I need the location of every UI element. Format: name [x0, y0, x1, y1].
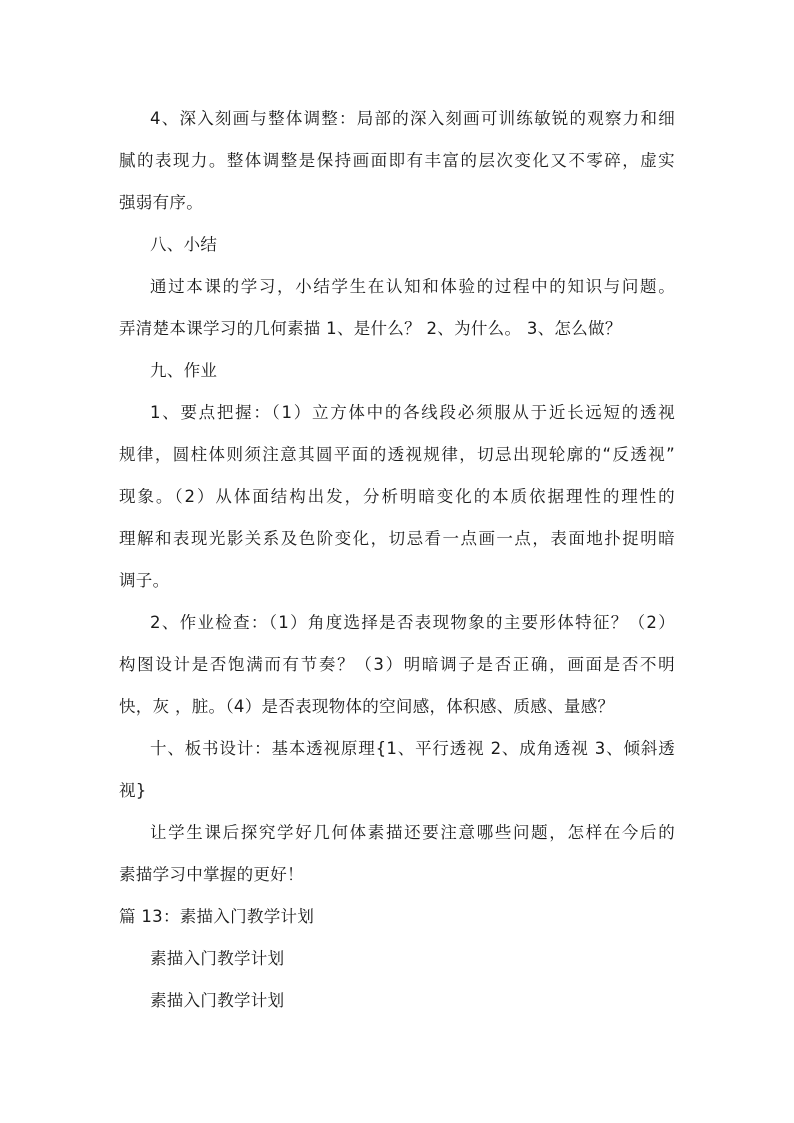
paragraph-line: 让学生课后探究学好几何体素描还要注意哪些问题，怎样在今后的 [150, 823, 675, 842]
subtitle-line: 素描入门教学计划 [150, 949, 285, 968]
paragraph-line: 强弱有序。 [119, 193, 203, 212]
chapter-title: 篇 13：素描入门教学计划 [119, 907, 315, 926]
subtitle-line: 素描入门教学计划 [150, 991, 285, 1010]
paragraph-line: 腻的表现力。整体调整是保持画面即有丰富的层次变化又不零碎，虚实 [119, 151, 675, 170]
paragraph-line: 素描学习中掌握的更好！ [119, 865, 304, 884]
paragraph-line: 2、作业检查：（1）角度选择是否表现物象的主要形体特征？（2） [150, 613, 675, 632]
paragraph-line: 理解和表现光影关系及色阶变化，切忌看一点画一点，表面地扑捉明暗 [119, 529, 675, 548]
paragraph-line: 4、深入刻画与整体调整：局部的深入刻画可训练敏锐的观察力和细 [150, 109, 675, 128]
paragraph-line: 规律，圆柱体则须注意其圆平面的透视规律，切忌出现轮廓的“反透视” [119, 445, 675, 464]
paragraph-line: 快，灰 ，脏。（4）是否表现物体的空间感，体积感、质感、量感？ [119, 697, 615, 716]
paragraph-line: 通过本课的学习，小结学生在认知和体验的过程中的知识与问题。 [150, 277, 675, 296]
paragraph-line: 构图设计是否饱满而有节奏？（3）明暗调子是否正确，画面是否不明 [119, 655, 675, 674]
section-heading: 九、作业 [150, 361, 218, 380]
paragraph-line: 调子。 [119, 571, 170, 590]
paragraph-line: 1、要点把握：（1）立方体中的各线段必须服从于近长远短的透视 [150, 403, 675, 422]
paragraph-line: 现象。（2）从体面结构出发，分析明暗变化的本质依据理性的理性的 [119, 487, 675, 506]
paragraph-line: 弄清楚本课学习的几何素描 1、是什么？ 2、为什么。 3、怎么做？ [119, 319, 622, 338]
section-heading: 八、小结 [150, 235, 218, 254]
paragraph-line: 十、板书设计：基本透视原理{1、平行透视 2、成角透视 3、倾斜透 [150, 739, 675, 758]
paragraph-line: 视} [119, 781, 147, 800]
